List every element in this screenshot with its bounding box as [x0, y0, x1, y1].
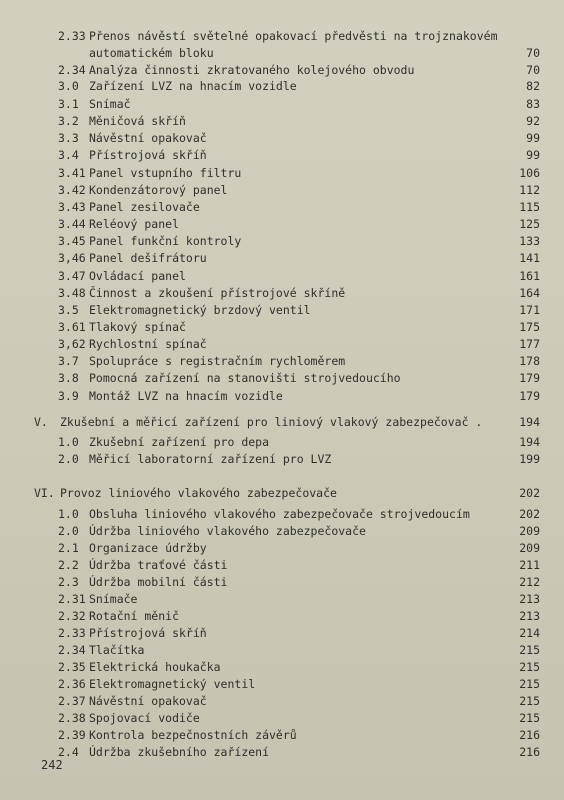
section-number: 3.9 [58, 389, 79, 403]
page-ref: 212 [519, 575, 540, 589]
section-number: 2.36 [58, 677, 86, 691]
section-number: V. [34, 415, 48, 429]
toc-entry [0, 96, 564, 113]
section-number: 3.47 [58, 269, 86, 283]
section-title: Kontrola bezpečnostních závěrů [89, 728, 297, 742]
toc-entry [0, 353, 564, 370]
page-ref: 194 [519, 435, 540, 449]
page-ref: 82 [526, 79, 540, 93]
section-number: 3.7 [58, 354, 79, 368]
toc-entry [0, 199, 564, 216]
page-ref: 211 [519, 558, 540, 572]
toc-entry [0, 268, 564, 285]
page-ref: 194 [519, 415, 540, 429]
section-number: 3.48 [58, 286, 86, 300]
section-title: Přístrojová skříň [89, 626, 207, 640]
section-title: Kondenzátorový panel [89, 183, 228, 197]
page-ref: 70 [526, 46, 540, 60]
toc-entry [0, 285, 564, 302]
section-number: 3.1 [58, 97, 79, 111]
toc-entry [0, 370, 564, 387]
section-title: Údržba mobilní části [89, 575, 228, 589]
section-number: 3.5 [58, 303, 79, 317]
section-number: 2.34 [58, 63, 86, 77]
toc-entry [0, 659, 564, 676]
section-number: 2.1 [58, 541, 79, 555]
section-title: Údržba liniového vlakového zabezpečovače [89, 524, 366, 538]
page-ref: 112 [519, 183, 540, 197]
toc-entry [0, 45, 564, 62]
section-title: Panel zesilovače [89, 200, 200, 214]
toc-entry [0, 28, 564, 45]
section-number: 3.41 [58, 166, 86, 180]
section-number: 3.42 [58, 183, 86, 197]
section-number: 2.3 [58, 575, 79, 589]
section-title: Přístrojová skříň [89, 148, 207, 162]
page-ref: 179 [519, 389, 540, 403]
toc-entry [0, 113, 564, 130]
page-ref: 133 [519, 234, 540, 248]
section-title: Tlačítka [89, 643, 145, 657]
section-number: 2.31 [58, 592, 86, 606]
section-title: Zkušební a měřicí zařízení pro liniový vlakový zabezpečovač . [60, 415, 483, 429]
section-title: Měničová skříň [89, 114, 186, 128]
page-ref: 209 [519, 541, 540, 555]
section-title: Údržba zkušebního zařízení [89, 745, 270, 759]
section-number: 3,46 [58, 251, 86, 265]
section-number: 2.2 [58, 558, 79, 572]
section-title: Panel dešifrátoru [89, 251, 207, 265]
section-title: Obsluha liniového vlakového zabezpečovače strojvedoucím [89, 507, 470, 521]
section-title: Montáž LVZ na hnacím vozidle [89, 389, 283, 403]
section-title: Zařízení LVZ na hnacím vozidle [89, 79, 297, 93]
section-title: Měřicí laboratorní zařízení pro LVZ [89, 452, 332, 466]
page-ref: 70 [526, 63, 540, 77]
page-ref: 161 [519, 269, 540, 283]
section-number: 2.38 [58, 711, 86, 725]
section-title: Panel vstupního filtru [89, 166, 242, 180]
toc-entry [0, 336, 564, 353]
page-ref: 175 [519, 320, 540, 334]
section-number: 2.39 [58, 728, 86, 742]
toc-entry [0, 676, 564, 693]
section-number: 2.33 [58, 626, 86, 640]
page-ref: 215 [519, 677, 540, 691]
section-number: 3,62 [58, 337, 86, 351]
page-ref: 179 [519, 371, 540, 385]
page-ref: 99 [526, 131, 540, 145]
section-number: 2.0 [58, 524, 79, 538]
section-number: 3.2 [58, 114, 79, 128]
section-number: 3.0 [58, 79, 79, 93]
section-title: Spojovací vodiče [89, 711, 200, 725]
toc-entry [0, 302, 564, 319]
section-title: Snímač [89, 97, 131, 111]
section-title: Panel funkční kontroly [89, 234, 242, 248]
section-title: Návěstní opakovač [89, 131, 207, 145]
section-title: Rotační měnič [89, 609, 180, 623]
toc-entry [0, 642, 564, 659]
section-number: 2.37 [58, 694, 86, 708]
section-number: 2.0 [58, 452, 79, 466]
page-ref: 125 [519, 217, 540, 231]
section-number: 1.0 [58, 507, 79, 521]
page-ref: 213 [519, 592, 540, 606]
toc-entry [0, 727, 564, 744]
section-title: Pomocná zařízení na stanovišti strojvedoucího [89, 371, 401, 385]
chapter-entry [0, 414, 564, 431]
page-ref: 216 [519, 745, 540, 759]
page-ref: 199 [519, 452, 540, 466]
section-title: Údržba traťové části [89, 558, 228, 572]
toc-entry [0, 506, 564, 523]
page-ref: 215 [519, 643, 540, 657]
section-number: 2.4 [58, 745, 79, 759]
section-title: Elektrická houkačka [89, 660, 221, 674]
page-ref: 178 [519, 354, 540, 368]
section-title: Reléový panel [89, 217, 180, 231]
page-ref: 99 [526, 148, 540, 162]
page-ref: 216 [519, 728, 540, 742]
section-number: 3.3 [58, 131, 79, 145]
section-title: Rychlostní spínač [89, 337, 207, 351]
page-ref: 171 [519, 303, 540, 317]
section-title: automatickém bloku [89, 46, 214, 60]
section-number: 1.0 [58, 435, 79, 449]
section-title: Činnost a zkoušení přístrojové skříně [89, 286, 346, 300]
toc-entry [0, 130, 564, 147]
page-ref: 141 [519, 251, 540, 265]
section-title: Spolupráce s registračním rychloměrem [89, 354, 346, 368]
toc-entry [0, 62, 564, 79]
toc-entry [0, 608, 564, 625]
toc-entry [0, 523, 564, 540]
section-title: Snímače [89, 592, 138, 606]
section-title: Analýza činnosti zkratovaného kolejového obvodu [89, 63, 415, 77]
toc-entry [0, 147, 564, 164]
page-ref: 215 [519, 694, 540, 708]
toc-entry [0, 693, 564, 710]
page-ref: 214 [519, 626, 540, 640]
page-ref: 92 [526, 114, 540, 128]
page-ref: 83 [526, 97, 540, 111]
section-title: Elektromagnetický brzdový ventil [89, 303, 311, 317]
toc-entry [0, 434, 564, 451]
page-ref: 215 [519, 660, 540, 674]
section-title: Elektromagnetický ventil [89, 677, 256, 691]
page-ref: 106 [519, 166, 540, 180]
section-title: Přenos návěstí světelné opakovací předvěsti na trojznakovém [89, 29, 498, 43]
page-ref: 202 [519, 486, 540, 500]
section-number: 3.43 [58, 200, 86, 214]
page-ref: 215 [519, 711, 540, 725]
toc-entry [0, 216, 564, 233]
section-number: 3.61 [58, 320, 86, 334]
section-number: 2.34 [58, 643, 86, 657]
section-title: Organizace údržby [89, 541, 207, 555]
section-title: Tlakový spínač [89, 320, 186, 334]
chapter-entry [0, 485, 564, 502]
toc-entry [0, 540, 564, 557]
section-number: VI. [34, 486, 55, 500]
page-ref: 202 [519, 507, 540, 521]
section-title: Zkušební zařízení pro depa [89, 435, 270, 449]
toc-entry [0, 388, 564, 405]
toc-entry [0, 182, 564, 199]
section-number: 3.8 [58, 371, 79, 385]
section-number: 3.44 [58, 217, 86, 231]
toc-entry [0, 233, 564, 250]
toc-entry [0, 591, 564, 608]
section-number: 2.33 [58, 29, 86, 43]
section-title: Ovládací panel [89, 269, 186, 283]
toc-entry [0, 165, 564, 182]
page-ref: 115 [519, 200, 540, 214]
section-title: Návěstní opakovač [89, 694, 207, 708]
toc-entry [0, 625, 564, 642]
section-number: 2.35 [58, 660, 86, 674]
toc-entry [0, 78, 564, 95]
page-ref: 209 [519, 524, 540, 538]
page-ref: 213 [519, 609, 540, 623]
toc-entry [0, 744, 564, 761]
section-number: 2.32 [58, 609, 86, 623]
page-ref: 177 [519, 337, 540, 351]
section-title: Provoz liniového vlakového zabezpečovače [60, 486, 337, 500]
section-number: 3.4 [58, 148, 79, 162]
toc-entry [0, 557, 564, 574]
page-ref: 164 [519, 286, 540, 300]
toc-entry [0, 574, 564, 591]
toc-entry [0, 319, 564, 336]
toc-entry [0, 710, 564, 727]
toc-entry [0, 451, 564, 468]
toc-entry [0, 250, 564, 267]
section-number: 3.45 [58, 234, 86, 248]
page-number: 242 [41, 758, 63, 772]
